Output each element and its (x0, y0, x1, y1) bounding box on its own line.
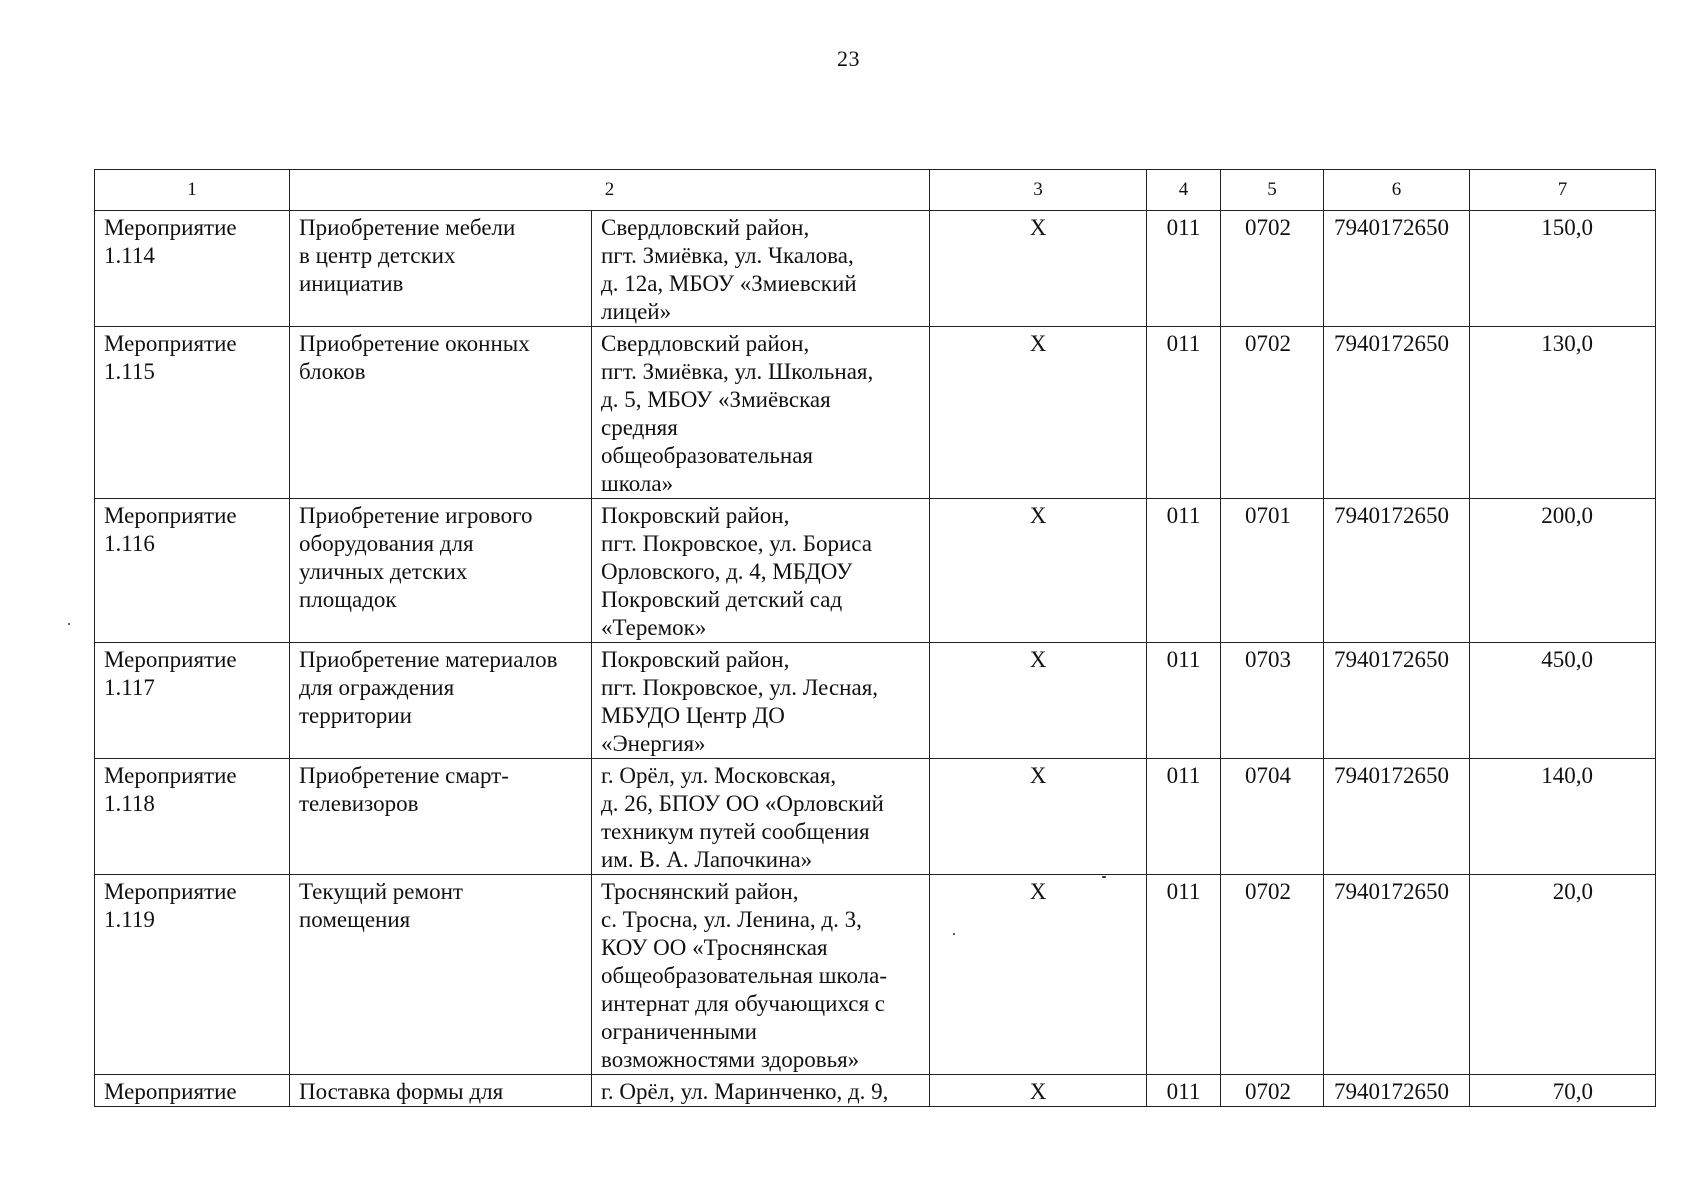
col3-cell: Х (930, 327, 1147, 499)
scan-speck (1102, 876, 1106, 878)
event-cell: Мероприятие (95, 1075, 290, 1107)
col7-cell: 140,0 (1470, 759, 1656, 875)
table-body (95, 211, 1656, 1107)
event-cell: Мероприятие 1.118 (95, 759, 290, 875)
col5-cell: 0704 (1221, 759, 1324, 875)
name-cell: Приобретение смарт- телевизоров (290, 759, 592, 875)
name-cell: Приобретение мебели в центр детских инициатив (290, 211, 592, 327)
col6-cell: 7940172650 (1324, 1075, 1470, 1107)
col3-cell: Х (930, 643, 1147, 759)
col5-cell: 0703 (1221, 643, 1324, 759)
col6-cell: 7940172650 (1324, 643, 1470, 759)
name-cell: Приобретение оконных блоков (290, 327, 592, 499)
col5-cell: 0702 (1221, 875, 1324, 1075)
event-cell: Мероприятие 1.116 (95, 499, 290, 643)
name-cell: Текущий ремонт помещения (290, 875, 592, 1075)
table-row (95, 643, 1656, 759)
address-cell: г. Орёл, ул. Маринченко, д. 9, (592, 1075, 930, 1107)
col6-cell: 7940172650 (1324, 327, 1470, 499)
scan-speck (953, 933, 955, 935)
col4-cell: 011 (1147, 327, 1221, 499)
col4-cell: 011 (1147, 1075, 1221, 1107)
name-cell: Приобретение материалов для ограждения территории (290, 643, 592, 759)
budget-table (94, 169, 1656, 1107)
table-row (95, 499, 1656, 643)
header-cell-2: 2 (290, 170, 930, 211)
table-row (95, 875, 1656, 1075)
event-cell: Мероприятие 1.117 (95, 643, 290, 759)
header-cell-3: 3 (930, 170, 1147, 211)
col5-cell: 0701 (1221, 499, 1324, 643)
col6-cell: 7940172650 (1324, 499, 1470, 643)
page-number: 23 (837, 46, 860, 71)
event-cell: Мероприятие 1.115 (95, 327, 290, 499)
address-cell: Троснянский район, с. Тросна, ул. Ленина, д. 3, КОУ ОО «Троснянская общеобразовательная школа- интернат для обучающихся с ограниченными возможностями здоровья» (592, 875, 930, 1075)
name-cell: Приобретение игрового оборудования для уличных детских площадок (290, 499, 592, 643)
header-cell-7: 7 (1470, 170, 1656, 211)
col5-cell: 0702 (1221, 327, 1324, 499)
col6-cell: 7940172650 (1324, 875, 1470, 1075)
table-row (95, 211, 1656, 327)
col3-cell: Х (930, 759, 1147, 875)
col3-cell: Х (930, 875, 1147, 1075)
col7-cell: 150,0 (1470, 211, 1656, 327)
table-row (95, 327, 1656, 499)
col7-cell: 450,0 (1470, 643, 1656, 759)
address-cell: Свердловский район, пгт. Змиёвка, ул. Школьная, д. 5, МБОУ «Змиёвская средняя общеобразовательная школа» (592, 327, 930, 499)
header-cell-6: 6 (1324, 170, 1470, 211)
col5-cell: 0702 (1221, 211, 1324, 327)
col4-cell: 011 (1147, 211, 1221, 327)
col7-cell: 70,0 (1470, 1075, 1656, 1107)
table-row (95, 1075, 1656, 1107)
col3-cell: Х (930, 499, 1147, 643)
header-cell-5: 5 (1221, 170, 1324, 211)
col5-cell: 0702 (1221, 1075, 1324, 1107)
col4-cell: 011 (1147, 499, 1221, 643)
col7-cell: 130,0 (1470, 327, 1656, 499)
col4-cell: 011 (1147, 643, 1221, 759)
header-cell-1: 1 (95, 170, 290, 211)
address-cell: Покровский район, пгт. Покровское, ул. Бориса Орловского, д. 4, МБДОУ Покровский детский сад «Теремок» (592, 499, 930, 643)
table-row (95, 759, 1656, 875)
address-cell: Свердловский район, пгт. Змиёвка, ул. Чкалова, д. 12а, МБОУ «Змиевский лицей» (592, 211, 930, 327)
scan-speck (68, 623, 70, 625)
col3-cell: Х (930, 211, 1147, 327)
col7-cell: 200,0 (1470, 499, 1656, 643)
header-row (95, 170, 1656, 211)
col6-cell: 7940172650 (1324, 759, 1470, 875)
col4-cell: 011 (1147, 759, 1221, 875)
name-cell: Поставка формы для (290, 1075, 592, 1107)
col6-cell: 7940172650 (1324, 211, 1470, 327)
col4-cell: 011 (1147, 875, 1221, 1075)
event-cell: Мероприятие 1.119 (95, 875, 290, 1075)
address-cell: г. Орёл, ул. Московская, д. 26, БПОУ ОО «Орловский техникум путей сообщения им. В. А. Лапочкина» (592, 759, 930, 875)
col3-cell: Х (930, 1075, 1147, 1107)
header-cell-4: 4 (1147, 170, 1221, 211)
event-cell: Мероприятие 1.114 (95, 211, 290, 327)
col7-cell: 20,0 (1470, 875, 1656, 1075)
address-cell: Покровский район, пгт. Покровское, ул. Лесная, МБУДО Центр ДО «Энергия» (592, 643, 930, 759)
